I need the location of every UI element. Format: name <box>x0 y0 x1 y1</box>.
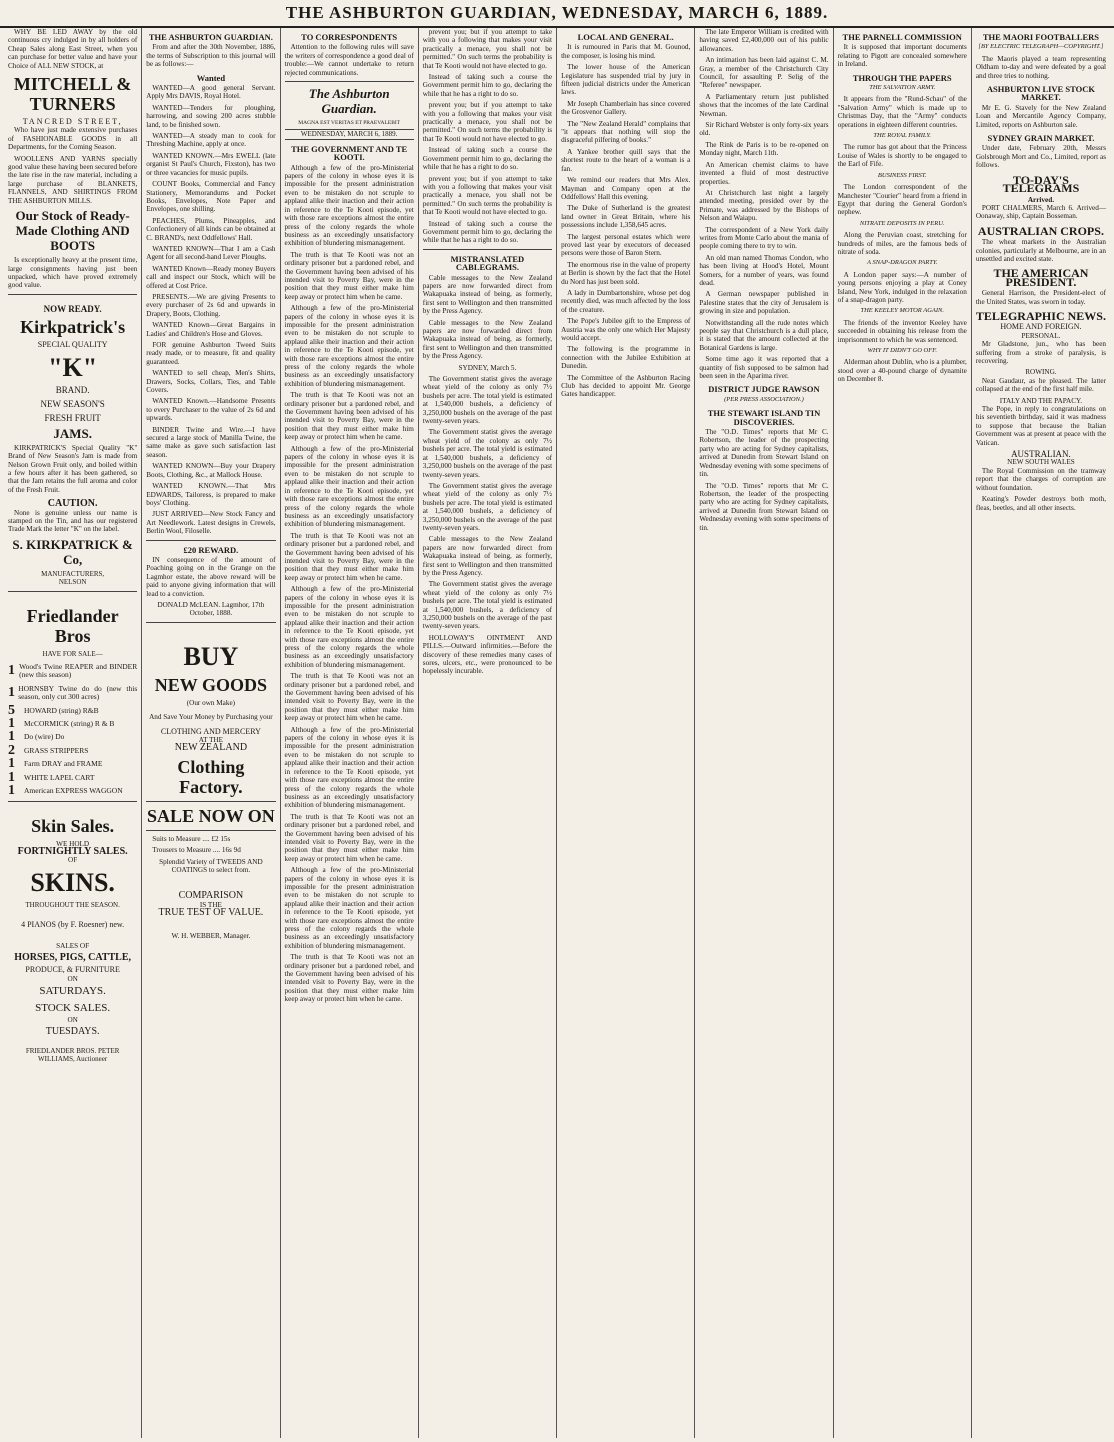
column-4 <box>419 28 557 1438</box>
throughout: THROUGHOUT THE SEASON. <box>25 900 120 909</box>
news-item: Notwithstanding all the rude notes which people say that Christchurch is a dull place, it is stated that the amount collected at the Botanical Gardens is large. <box>699 318 829 352</box>
column-8 <box>972 28 1110 1438</box>
stewart-body-2: The "O.D. Times" reports that Mr C. Robertson, the leader of the prospecting party who are acting for Sydney capitalists, arrived at Dunedin from Stewart Island on Wednesday evening with some specimens of tin. <box>699 481 829 532</box>
sydney-body-2: The Government statist gives the average wheat yield of the colony as only 7½ bushels per acre. The total yield is estimated at 1,540,000 bushels, a deficiency of 3,250,000 bushels on the average of the past twenty-seven years. <box>422 428 553 479</box>
local-item: Mr Joseph Chamberlain has since covered the Grosvenor Gallery. <box>561 99 691 117</box>
leader-body-repeat-7: Although a few of the pro-Ministerial papers of the colony in whose eyes it is impossible for the present administration even to be mistaken do not scruple to applaud alike their inaction and their action in reference to the Te Kooti episode, yet with those rare exceptions almost the entire press of the colony regards the whole business as an exceedingly unsatisfactory exhibition of blundering mismanagement. <box>284 725 414 810</box>
leader-body: Although a few of the pro-Ministerial papers of the colony in whose eyes it is impossible for the present administration even to be mistaken do not scruple to applaud alike their inaction and their action in reference to the Te Kooti episode, yet with those rare exceptions almost the entire press of the colony regards the whole business as an exceedingly unsatisfactory exhibition of blundering mismanagement. <box>284 163 414 248</box>
saturdays: SATURDAYS. <box>39 985 106 998</box>
now-ready: NOW READY. <box>43 303 102 314</box>
keeley-head: THE KEELEY MOTOR AGAIN. <box>860 307 944 315</box>
on: ON <box>67 1015 78 1024</box>
firm-sub: MANUFACTURERS, <box>41 569 105 578</box>
nitrate-head: NITRATE DEPOSITS IN PERU. <box>859 219 945 227</box>
true-test: TRUE TEST OF VALUE. <box>158 907 264 919</box>
wanted-ad: WANTED—Tenders for ploughing, harrowing, and sowing 200 acres stubble land, to be finished sown. <box>146 103 276 129</box>
wanted-ad: WANTED Known—Ready money Buyers call and inspect our Stock, which will be offered at Cost Price. <box>146 264 276 290</box>
column-5 <box>557 28 695 1438</box>
news-item: A Parliamentary return just published shows that the incomes of the late Cardinal Newman. <box>699 92 829 118</box>
sale-item-label: Do (wire) Do <box>24 732 65 742</box>
jams: JAMS. <box>53 425 92 441</box>
local-item: The largest personal estates which were proved last year by executors of deceased persons were those of Baron Stern. <box>561 232 691 258</box>
italy-body: The Pope, in reply to congratulations on his seventieth birthday, said it was madness to suppose that because the Italian Government was at present at peace with the Vatican. <box>975 405 1107 447</box>
sale-item <box>8 663 137 680</box>
is-the: IS THE <box>199 900 222 909</box>
through-papers-head: THROUGH THE PAPERS <box>852 72 952 83</box>
wanted-ad: WANTED KNOWN—That I am a Cash Agent for all second-hand Lever Ploughs. <box>146 244 276 262</box>
wanted-ad: JUST ARRIVED—New Stock Fancy and Art Needlework. Latest designs in Crewels, Berlin Wool, Filoselle. <box>146 510 276 536</box>
local-item: The Committee of the Ashburton Racing Club has decided to appoint Mr. George Gates handicapper. <box>561 373 691 399</box>
caution-body: None is genuine unless our name is stamped on the Tin, and has our registered Trade Mark the letter "K" on the label. <box>8 508 138 534</box>
reward-sig: DONALD McLEAN. Lagmhor, 17th October, 1888. <box>157 600 265 618</box>
sale-now-on: SALE NOW ON <box>147 805 275 826</box>
divider <box>285 81 414 82</box>
friedlander-title: Friedlander Bros <box>26 605 119 646</box>
ad-body-1: Who have just made extensive purchases of FASHIONABLE GOODS in all Departments, for the Coming Season. <box>8 126 138 152</box>
column-7 <box>834 28 972 1438</box>
shop-sub: TANCRED STREET, <box>22 117 123 127</box>
why-head: WHY IT DIDN'T GO OFF. <box>867 347 937 354</box>
divider <box>146 622 275 623</box>
leader-continued-3: prevent you; but if you attempt to take with you a following that makes your visit practically a menace, you shall not be permitted." On such terms the probability is that Te Kooti would not have elected to go. <box>422 101 553 143</box>
divider <box>8 801 137 802</box>
maori-head: THE MAORI FOOTBALLERS <box>982 32 1100 42</box>
caution: CAUTION. <box>47 498 98 510</box>
wanted-title: Wanted <box>196 72 226 83</box>
local-general-head: LOCAL AND GENERAL. <box>577 32 674 42</box>
save-money: And Save Your Money by Purchasing your <box>149 713 273 722</box>
leader-body-repeat-8: The truth is that Te Kooti was not an ordinary prisoner but a pardoned rebel, and the Government having been advised of his intended visit to Poverty Bay, were in the position that they must either make him keep away or protect him when he came. <box>284 812 414 863</box>
salvation-head: THE SALVATION ARMY. <box>869 84 936 92</box>
horses: HORSES, PIGS, CATTLE, <box>14 951 132 963</box>
salvation-body: It appears from the "Rund-Schau" of the "Salvation Army" which is made up to Christmas Day, that the "Army" conducts operations in eighteen different countries. <box>837 95 967 129</box>
wanted-ad: WANTED KNOWN—Buy your Drapery Boots, Clothing, &c., at Mallock House. <box>146 462 276 479</box>
italy-head: ITALY AND THE PAPACY. <box>999 396 1083 405</box>
news-item: Some time ago it was reported that a quantity of fish supposed to be salmon had been seen in the Aparima river. <box>699 355 829 381</box>
wanted-ad: WANTED KNOWN.—Mrs EWELL (late organist St Paul's Church, Fixston), has two or three vacancies for music pupils. <box>146 151 276 177</box>
clothing: CLOTHING AND MERCERY <box>160 726 261 736</box>
news-item: An old man named Thomas Condon, who has been living at Hood's Hotel, Mount Somers, for a number of years, was found dead. <box>699 253 829 287</box>
at-the: AT THE <box>198 736 224 744</box>
mistranslated-head: MISTRANSLATED CABLEGRAMS. <box>450 253 525 273</box>
leader-body-repeat-9: Although a few of the pro-Ministerial papers of the colony in whose eyes it is impossible for the present administration even to be mistaken do not scruple to applaud alike their inaction and their action in reference to the Te Kooti episode, yet with those rare exceptions almost the entire press of the colony regards the whole business as an exceedingly unsatisfactory exhibition of blundering mismanagement. <box>284 866 414 950</box>
wanted-ad: COUNT Books, Commercial and Fancy Stationery, Memorandums and Pocket Books, Envelopes, Note Paper and Envelopes, one shilling. <box>146 180 276 214</box>
date: WEDNESDAY, MARCH 6, 1889. <box>285 129 414 139</box>
business-head: BUSINESS FIRST. <box>877 171 927 179</box>
sale-item-label: HORNSBY Twine do do (new this season, only cut 300 acres) <box>18 683 138 702</box>
local-item: The following is the programme in connection with the Jubilee Exhibition at Dunedin. <box>561 345 691 371</box>
wanted-ad: PRESENTS.—We are giving Presents to every purchaser of 2s 6d and upwards in Drapery, Boots, Clothing. <box>146 292 276 318</box>
royal-head: THE ROYAL FAMILY. <box>873 132 932 140</box>
trousers-price: Trousers to Measure .... 16s 9d <box>152 846 241 855</box>
grain-head: SYDNEY GRAIN MARKET. <box>987 133 1095 144</box>
personal-head: PERSONAL. <box>1021 331 1061 340</box>
livestock-body: Mr E. G. Stavely for the New Zealand Loan and Mercantile Agency Company, Limited, reports on Ashburton sale. <box>975 103 1107 129</box>
tuesdays: TUESDAYS. <box>45 1026 100 1038</box>
webber: W. H. WEBBER, Manager. <box>171 931 251 940</box>
local-item: The lower house of the American Legislature has suspended trial by jury in fifteen judicial districts under the American laws. <box>561 63 691 97</box>
sale-item-label: GRASS STRIPPERS <box>24 745 89 755</box>
divider <box>8 591 137 592</box>
news-item: The Rink de Paris is to be re-opened on Monday night, March 11th. <box>699 140 829 158</box>
sale-item-label: American EXPRESS WAGGON <box>24 786 123 796</box>
sale-item-label: Wood's Twine REAPER and BINDER (new this season) <box>19 662 138 680</box>
stock-body: Is exceptionally heavy at the present time, large consignments having just been unpacked, which have proved extremely good value. <box>8 256 138 290</box>
column-1 <box>4 28 142 1438</box>
column-2 <box>142 28 280 1438</box>
kirk-body: KIRKPATRICK'S Special Quality "K" Brand of New Season's Jam is made from Nelson Grown Fruit only, and boiled within a few hours after it has been gathered, so that the Jam retains the full aroma and color of the Fresh Fruit. <box>8 443 138 494</box>
local-item: The Pope's Jubilee gift to the Empress of Austria was the only one which Her Majesty would accept. <box>561 317 691 342</box>
local-item: It is rumoured in Paris that M. Gounod, the composer, is losing his mind. <box>561 43 691 60</box>
nsw-body: The Royal Commission on the tramway report that the charges of corruption are without foundation. <box>975 466 1107 492</box>
electric-telegraph: [BY ELECTRIC TELEGRAPH—COPYRIGHT.] <box>978 43 1104 51</box>
australian-head: AUSTRALIAN. <box>1011 449 1071 460</box>
maori-body: The Maoris played a team representing Oldham to-day and were defeated by a goal and three tries to nothing. <box>975 54 1107 80</box>
subscription-head: THE ASHBURTON GUARDIAN. <box>148 32 273 42</box>
subscription-terms: From and after the 30th November, 1886, the terms of Subscription to this journal will be as follows:— <box>146 43 276 69</box>
news-item: The late Emperor William is credited with having saved £2,400,000 out of his public allowances. <box>699 28 829 53</box>
reward-body: IN consequence of the amount of Poaching going on in the Grange on the Lagmhor estate, the above reward will be paid to anyone giving information that will lead to a conviction. <box>146 555 276 598</box>
sale-item-qty: 2 <box>8 742 15 758</box>
sale-list <box>8 662 138 799</box>
kirkpatrick-title: Kirkpatrick's <box>20 317 126 338</box>
sale-item <box>8 702 137 718</box>
sale-item-qty: 1 <box>8 756 15 772</box>
sale-item-label: McCORMICK (string) R & B <box>24 719 115 729</box>
press-association: (PER PRESS ASSOCIATION.) <box>724 395 804 403</box>
skin-sales: Skin Sales. <box>31 815 115 836</box>
stewart-head: THE STEWART ISLAND TIN DISCOVERIES. <box>707 408 821 427</box>
sale-item <box>8 729 137 745</box>
arrived: Arrived. <box>1027 195 1055 204</box>
kirk-k: "K" <box>48 352 98 382</box>
local-item: A Yankee brother quill says that the shortest route to the heart of a woman is a fan. <box>561 147 691 173</box>
skins: SKINS. <box>30 867 115 897</box>
nsw-head: NEW SOUTH WALES <box>1007 458 1075 467</box>
home-foreign: HOME AND FOREIGN. <box>1000 322 1082 332</box>
local-item: The enormous rise in the value of property at Berlin is shown by the fact that the Hotel du Nord has just been sold. <box>561 260 691 286</box>
fruit: FRESH FRUIT <box>44 413 101 424</box>
ad-intro: WHY BE LED AWAY by the old continuous cry indulged in by all holders of Cheap Sales along East Street, when you can purchase for better value and have your Choice of ALL NEW STOCK, at <box>8 28 138 70</box>
wanted-ad: WANTED KNOWN.—That Mrs EDWARDS, Tailoress, is prepared to make boys' Clothing. <box>146 482 276 507</box>
royal-body: The rumor has got about that the Princess Louise of Wales is shortly to be engaged to the Earl of Fife. <box>837 143 967 169</box>
news-item: At Christchurch last night a largely attended meeting, presided over by the Primate, was addressed by the Bishops of Nelson and Waiapu. <box>699 188 829 223</box>
sale-item-qty: 1 <box>8 729 15 745</box>
news-item: An American chemist claims to have invented a fluid of most destructive properties. <box>699 160 829 186</box>
nameplate: The Ashburton Guardian. <box>308 86 390 117</box>
masthead: THE ASHBURTON GUARDIAN, WEDNESDAY, MARCH 6, 1889. <box>0 0 1114 28</box>
sale-item <box>8 783 137 799</box>
grain-body: Under date, February 20th, Messrs Golsbrough Mort and Co., Limited, report as follows. <box>975 144 1107 170</box>
crops-head: AUSTRALIAN CROPS. <box>977 223 1104 238</box>
mistranslated-body: Cable messages to the New Zealand papers are now forwarded direct from Wakapuaka instead of being, as formerly, first sent to Wellington and then transmitted by the Press Agency. <box>422 273 553 316</box>
sale-item-qty: 1 <box>8 769 15 785</box>
leader-body-2: The truth is that Te Kooti was not an ordinary prisoner but a pardoned rebel, and the Government having been advised of his intended visit to Poverty Bay, were in the position that they must either make him keep away or protect him when he came. <box>284 250 414 301</box>
parnell-head: THE PARNELL COMMISSION <box>842 32 962 42</box>
local-item: The Duke of Sutherland is the greatest land owner in Great Britain, where his possessions include 1,358,645 acres. <box>561 204 691 230</box>
parnell-body: It is supposed that important documents relating to Pigott are concealed somewhere in Ireland. <box>837 43 967 69</box>
kirk-brand: BRAND. <box>55 384 90 395</box>
leader-continued-5: prevent you; but if you attempt to take with you a following that makes your visit practically a menace, you shall not be permitted." On such terms the probability is that Te Kooti would not have elected to go. <box>422 174 553 217</box>
wanted-list <box>146 84 275 536</box>
suits-price: Suits to Measure .... £2 15s <box>152 834 231 843</box>
sale-item <box>8 756 137 772</box>
president-body: General Harrison, the President-elect of the United States, was sworn in today. <box>975 289 1107 306</box>
news-item: The correspondent of a New York daily writes from Monte Carlo about the mania of people coming there to try to win. <box>699 225 829 251</box>
sale-item <box>8 742 137 758</box>
wanted-ad: FOR genuine Ashburton Tweed Suits ready made, or to measure, fit and quality guaranteed. <box>146 341 276 366</box>
sale-item-qty: 1 <box>8 685 15 701</box>
arrived-body: PORT CHALMERS, March 6. Arrived—Oonaway, ship, Captain Bosseman. <box>975 203 1107 221</box>
sydney-body-4: The Government statist gives the average wheat yield of the colony as only 7½ bushels per acre. The total yield is estimated at 1,540,000 bushels, a deficiency of 3,250,000 bushels on the average of the past twenty-seven years. <box>422 580 553 631</box>
wanted-ad: WANTED Known—Great Bargains in Ladies' and Children's Hose and Gloves. <box>146 321 276 338</box>
wanted-ad: WANTED—A good general Servant. Apply Mrs DAVIS, Royal Hotel. <box>146 84 276 101</box>
local-item: We remind our readers that Mrs Alex. Mayman and Company open at the Oddfellows' Hall this evening. <box>561 176 691 201</box>
news-item: An intimation has been laid against C. M. Gray, a member of the Christchurch City Council, for assaulting P. Selig of the "Referee" newspaper. <box>699 56 829 90</box>
have-for-sale: HAVE FOR SALE— <box>42 649 103 658</box>
leader-continued-4: Instead of taking such a course the Government permit him to go, declaring the while that he has a right to do so. <box>422 146 553 172</box>
mistranslated-body-2: Cable messages to the New Zealand papers are now forwarded direct from Wakapuaka instead of being, as formerly, first sent to Wellington and then transmitted by the Press Agency. <box>422 318 553 361</box>
sydney-body-3: The Government statist gives the average wheat yield of the colony as only 7½ bushels per acre. The total yield is estimated at 1,540,000 bushels, a deficiency of 3,250,000 bushels on the average of the past twenty-seven years. <box>422 481 553 532</box>
of: OF <box>68 856 78 865</box>
leader-continued-2: Instead of taking such a course the Government permit him to go, declaring the while that he has a right to do so. <box>422 73 553 98</box>
leader-body-repeat: Although a few of the pro-Ministerial papers of the colony in whose eyes it is impossible for the present administration even to be mistaken do not scruple to applaud alike their inaction and their action in reference to the Te Kooti episode, yet with those rare exceptions almost the entire press of the colony regards the whole business as an exceedingly unsatisfactory exhibition of blundering mismanagement. <box>284 304 414 388</box>
sale-item-qty: 1 <box>8 783 15 799</box>
sale-item-label: WHITE LAPEL CART <box>24 772 95 782</box>
local-item: The "New Zealand Herald" complains that "it appears that nothing will stop the disgraceful pilfering of books." <box>561 119 691 145</box>
buy: BUY <box>183 641 239 671</box>
fortnightly: FORTNIGHTLY SALES. <box>17 845 128 857</box>
motto: MAGNA EST VERITAS ET PRAEVALEBIT <box>298 120 401 127</box>
wanted-ad: WANTED Known.—Handsome Presents to every Purchaser to the value of 2s 6d and upwards. <box>146 397 276 423</box>
wanted-ad: WANTED—A steady man to cook for Threshing Machine, apply at once. <box>146 132 276 149</box>
leader-body-repeat-6: The truth is that Te Kooti was not an ordinary prisoner but a pardoned rebel, and the Government having been advised of his intended visit to Poverty Bay, were in the position that they must either make him keep away or protect him when he came. <box>284 672 414 723</box>
firm-town: NELSON <box>58 578 87 587</box>
nz: NEW ZEALAND <box>174 742 248 754</box>
business-body: The London correspondent of the Manchester "Courier" heard from a friend in Egypt that during the General Gordon's nephew. <box>837 183 967 217</box>
column-6 <box>695 28 833 1438</box>
leader-head: THE GOVERNMENT AND TE KOOTI. <box>291 143 408 163</box>
kirk-sub: SPECIAL QUALITY <box>37 340 108 350</box>
leader-body-repeat-3: Although a few of the pro-Ministerial papers of the colony in whose eyes it is impossible for the present administration even to be mistaken do not scruple to applaud alike their inaction and their action in reference to the Te Kooti episode, yet with those rare exceptions almost the entire press of the colony regards the whole business as an exceedingly unsatisfactory exhibition of blundering mismanagement. <box>284 444 414 529</box>
pianos: 4 PIANOS (by F. Roesner) new. <box>21 920 125 930</box>
sale-item-label: HOWARD (string) R&B <box>24 705 99 715</box>
divider <box>8 294 137 295</box>
snapdragon-head: A SNAP-DRAGON PARTY. <box>866 259 938 267</box>
divider <box>146 540 275 541</box>
sale-item-qty: 1 <box>8 716 15 732</box>
auctioneer: FRIEDLANDER BROS. PETER WILLIAMS, Auctioneer <box>25 1046 120 1064</box>
tweeds: Splendid Variety of TWEEDS AND COATINGS to select from. <box>159 857 263 875</box>
firm: S. KIRKPATRICK & Co, <box>12 536 133 567</box>
wanted-ad: PEACHES, Plums, Pineapples, and Confectionery of all kinds can be obtained at C. BRAND's, next Oddfellows' Hall. <box>146 216 276 242</box>
sale-item-label: Farm DRAY and FRAME <box>24 759 103 769</box>
sale-item-qty: 1 <box>8 663 15 679</box>
sale-item <box>8 769 137 785</box>
stock-heading: Our Stock of Ready-Made Clothing AND BOOTS <box>15 208 130 254</box>
keeley-body: The friends of the inventor Keeley have succeeded in obtaining his release from the imprisonment to which he was sentenced. <box>837 318 967 344</box>
wanted-ad: WANTED to sell cheap, Men's Shirts, Drawers, Socks, Collars, Ties, and Table Covers. <box>146 369 276 395</box>
sydney-date: SYDNEY, March 5. <box>458 363 517 372</box>
president-head: THE AMERICAN PRESIDENT. <box>993 266 1089 289</box>
shop-name: MITCHELL & TURNERS <box>13 74 132 115</box>
crops-body: The wheat markets in the Australian colonies, particularly at Melbourne, are in an unsettled and excited state. <box>975 238 1107 263</box>
leader-continued-6: Instead of taking such a course the Government permit him to go, declaring the while that he has a right to do so. <box>422 219 553 245</box>
correspondents-head: TO CORRESPONDENTS <box>301 32 398 42</box>
holloway: HOLLOWAY'S OINTMENT AND PILLS.—Outward infirmities.—Before the discovery of these remedies many cases of sores, ulcers, etc., were pronounced to be hopelessly incurable. <box>422 633 553 676</box>
sydney-body: The Government statist gives the average wheat yield of the colony as only 7½ bushels per acre. The total yield is estimated at 1,540,000 bushels, a deficiency of 3,250,000 bushels on the average of the past twenty-seven years. <box>422 375 553 426</box>
own-make: (Our own Make) <box>186 698 236 707</box>
keating: Keating's Powder destroys both moth, fleas, beetles, and all other insects. <box>975 495 1107 512</box>
sale-item <box>8 716 137 732</box>
stock-sales: STOCK SALES. <box>35 1001 111 1014</box>
nitrate-body: Along the Peruvian coast, stretching for hundreds of miles, are the famous beds of nitrate of soda. <box>837 231 967 256</box>
on: ON <box>67 974 78 983</box>
news-item: A German newspaper published in Palestine states that the city of Jerusalem is growing in size and population. <box>699 290 829 316</box>
comparison: COMPARISON <box>178 890 244 902</box>
wanted-ad: BINDER Twine and Wire.—I have secured a large stock of Manilla Twine, the same make as gave such satisfaction last season. <box>146 425 276 459</box>
ad-body-2: WOOLLENS AND YARNS specially good value these having been secured before the late rise in the raw material, including a large purchase of BLANKETS, FLANNELS, AND SHIRTINGS FROM THE ASHBURTON MILLS. <box>8 154 138 205</box>
sale-item <box>8 685 137 702</box>
we-hold: WE HOLD <box>56 839 90 848</box>
personal-body: Mr Gladstone, jun., who has been suffering from a stroke of paralysis, is recovering. <box>975 340 1107 365</box>
news-item: Sir Richard Webster is only forty-six years old. <box>699 121 829 138</box>
leader-body-repeat-2: The truth is that Te Kooti was not an ordinary prisoner but a pardoned rebel, and the Government having been advised of his intended visit to Poverty Bay, were in the position that they must either make him keep away or protect him when he came. <box>284 391 414 442</box>
todays-telegrams: TO-DAY'S TELEGRAMS <box>1002 172 1080 196</box>
leader-body-repeat-10: The truth is that Te Kooti was not an ordinary prisoner but a pardoned rebel, and the Government having been advised of his intended visit to Poverty Bay, were in the position that they must either make him keep away or protect him when he came. <box>284 953 414 1004</box>
local-item: A lady in Dumbartonshire, whose pet dog recently died, was much affected by the loss of the creature. <box>561 288 691 314</box>
why-body: Alderman ahout Dublin, who is a plumber, stood over a 40-pound charge of dynamite on December 8. <box>837 358 967 384</box>
column-3 <box>281 28 419 1438</box>
rowing-body: Neat Gaudaur, as he pleased. The latter collapsed at the end of the first half mile. <box>975 376 1107 394</box>
rowing-head: ROWING. <box>1025 368 1057 377</box>
district-judge-head: DISTRICT JUDGE RAWSON <box>708 384 820 395</box>
stewart-body: The "O.D. Times" reports that Mr C. Robertson, the leader of the prospecting party who are acting for Sydney capitalists, arrived at Dunedin from Stewart Island on Wednesday evening with some specimens of tin. <box>699 428 829 479</box>
leader-body-repeat-4: The truth is that Te Kooti was not an ordinary prisoner but a pardoned rebel, and the Government having been advised of his intended visit to Poverty Bay, were in the position that they must either make him keep away or protect him when he came. <box>284 531 414 582</box>
snapdragon-body: A London paper says:—A number of young persons enjoying a play at Coney Island, New York, indulged in the relaxation of a snap-dragon party. <box>837 270 967 304</box>
livestock-head: ASHBURTON LIVE STOCK MARKET. <box>986 84 1095 103</box>
reward-title: £20 REWARD. <box>183 544 239 555</box>
season: NEW SEASON'S <box>40 398 105 409</box>
divider <box>146 801 275 802</box>
divider <box>146 830 275 831</box>
clothing-factory: Clothing Factory. <box>177 756 245 797</box>
col6-list <box>699 28 828 380</box>
local-list <box>561 43 690 398</box>
leader-body-repeat-5: Although a few of the pro-Ministerial papers of the colony in whose eyes it is impossible for the present administration even to be mistaken do not scruple to applaud alike their inaction and their action in reference to the Te Kooti episode, yet with those rare exceptions almost the entire press of the colony regards the whole business as an exceedingly unsatisfactory exhibition of blundering mismanagement. <box>284 585 414 669</box>
sales-of: SALES OF <box>56 941 90 950</box>
correspondents-body: Attention to the following rules will save the writers of correspondence a good deal of trouble:—We cannot undertake to return rejected communications. <box>284 43 414 77</box>
telegraphic-news: TELEGRAPHIC NEWS. <box>975 308 1106 323</box>
divider <box>423 249 552 250</box>
produce: PRODUCE, & FURNITURE <box>25 965 120 975</box>
new-goods: NEW GOODS <box>154 674 267 695</box>
sale-item-qty: 5 <box>8 702 15 718</box>
mistranslated-body-3: Cable messages to the New Zealand papers are now forwarded direct from Wakapuaka instead of being, as formerly, first sent to Wellington and then transmitted by the Press Agency. <box>422 535 553 577</box>
leader-continued: prevent you; but if you attempt to take with you a following that makes your visit practically a menace, you shall not be permitted." On such terms the probability is that Te Kooti would not have elected to go. <box>422 28 553 70</box>
newspaper-columns <box>4 28 1110 1438</box>
